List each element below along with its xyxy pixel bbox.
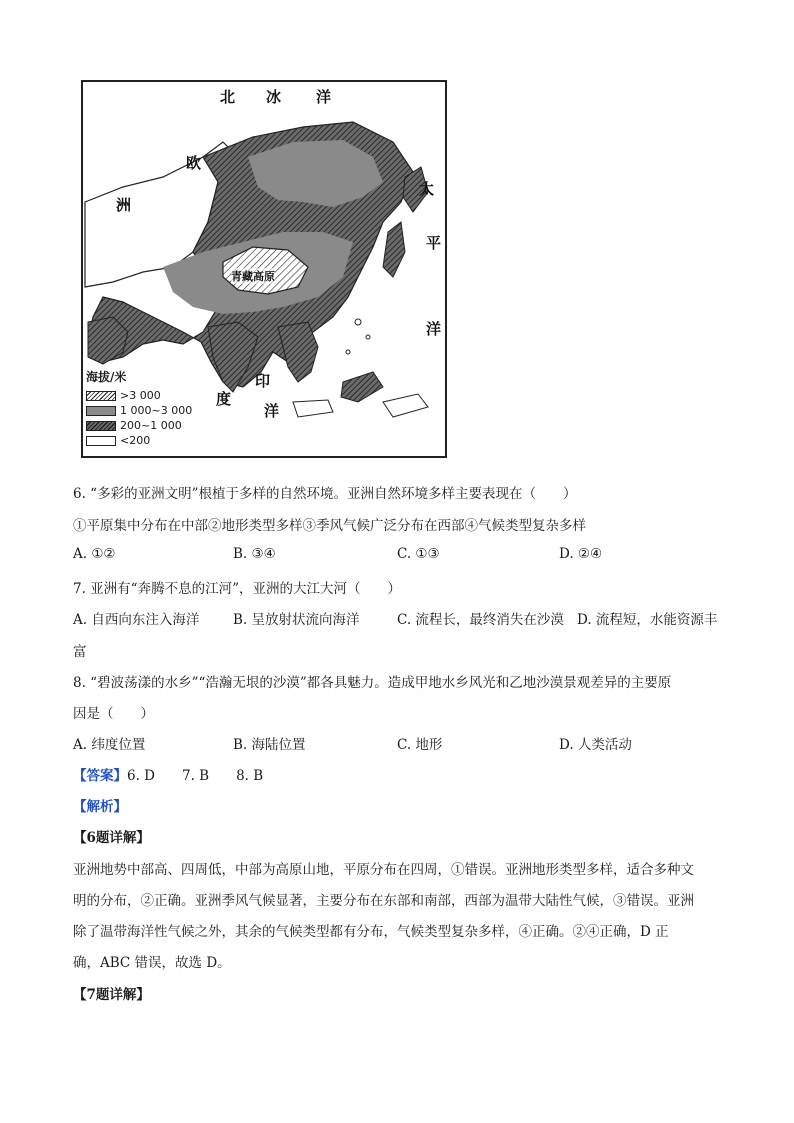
q7-option-d-wrap: 富 bbox=[73, 644, 87, 660]
q7-detail-heading: 【7题详解】 bbox=[73, 987, 150, 1003]
japan-islands bbox=[383, 222, 405, 277]
q8-option-b: B. 海陆位置 bbox=[233, 737, 306, 753]
q6-option-b: B. ③④ bbox=[233, 546, 276, 562]
answer-tag: 【答案】 bbox=[73, 768, 127, 784]
q6-option-c: C. ①③ bbox=[397, 546, 440, 562]
q7-option-b: B. 呈放射状流向海洋 bbox=[233, 612, 360, 628]
legend-swatch-lt200 bbox=[86, 436, 116, 446]
analysis-tag: 【解析】 bbox=[73, 799, 127, 815]
q6-detail-line: 除了温带海洋性气候之外，其余的气候类型都有分布，气候类型复杂多样，④正确。②④正确，D 正 bbox=[73, 924, 669, 940]
legend-title: 海拔/米 bbox=[86, 370, 127, 384]
legend-swatch-gt3000 bbox=[86, 391, 116, 401]
label-pacific-1: 太 bbox=[419, 180, 435, 198]
answer-values: 6. D 7. B 8. B bbox=[127, 768, 264, 784]
label-europe-1: 欧 bbox=[186, 154, 202, 172]
legend-row bbox=[86, 403, 236, 418]
label-europe-2: 洲 bbox=[116, 196, 132, 214]
q7-option-d: D. 流程短，水能资源丰 bbox=[577, 612, 718, 628]
label-tibetan-plateau: 青藏高原 bbox=[231, 270, 275, 283]
label-indian-1: 印 bbox=[255, 372, 271, 390]
legend-label: 200~1 000 bbox=[120, 419, 182, 432]
label-pacific-2: 平 bbox=[426, 234, 442, 252]
map-legend bbox=[86, 368, 236, 448]
island-dot bbox=[366, 335, 370, 339]
q6-option-d: D. ②④ bbox=[559, 546, 603, 562]
q6-detail-line: 确，ABC 错误，故选 D。 bbox=[73, 955, 231, 971]
island-3 bbox=[383, 394, 428, 417]
legend-label: 1 000~3 000 bbox=[120, 404, 193, 417]
q8-stem-line1: 8. “碧波荡漾的水乡”“浩瀚无垠的沙漠”都各具魅力。造成甲地水乡风光和乙地沙漠景观差异的主要原 bbox=[73, 675, 672, 691]
q6-statements: ①平原集中分布在中部②地形类型多样③季风气候广泛分布在西部④气候类型复杂多样 bbox=[73, 518, 586, 534]
q7-option-a: A. 自西向东注入海洋 bbox=[73, 612, 200, 628]
asia-elevation-map bbox=[81, 80, 447, 458]
legend-label: >3 000 bbox=[120, 389, 161, 402]
legend-row bbox=[86, 433, 236, 448]
q7-stem: 7. 亚洲有“奔腾不息的江河”，亚洲的大江大河（ ） bbox=[73, 581, 401, 597]
southeast-asia bbox=[278, 322, 318, 382]
q8-option-a: A. 纬度位置 bbox=[73, 737, 146, 753]
island-dot bbox=[355, 319, 361, 325]
legend-row bbox=[86, 388, 236, 403]
q6-stem: 6. “多彩的亚洲文明”根植于多样的自然环境。亚洲自然环境多样主要表现在（ ） bbox=[73, 486, 577, 502]
label-indian-3: 洋 bbox=[264, 402, 280, 420]
label-pacific-3: 洋 bbox=[426, 320, 442, 338]
q8-option-d: D. 人类活动 bbox=[559, 737, 632, 753]
q6-detail-heading: 【6题详解】 bbox=[73, 830, 150, 846]
island-dot bbox=[346, 350, 350, 354]
legend-swatch-200-1000 bbox=[86, 421, 116, 431]
q6-detail-line: 亚洲地势中部高、四周低，中部为高原山地，平原分布在四周，①错误。亚洲地形类型多样，适合多种文 bbox=[73, 862, 694, 878]
legend-row bbox=[86, 418, 236, 433]
island-1 bbox=[341, 372, 383, 402]
q6-detail-line: 明的分布，②正确。亚洲季风气候显著，主要分布在东部和南部，西部为温带大陆性气候，③错误。亚洲 bbox=[73, 893, 694, 909]
label-indian-2: 度 bbox=[216, 390, 232, 408]
legend-label: <200 bbox=[120, 434, 151, 447]
label-arctic-ocean: 洋 bbox=[316, 88, 332, 106]
answer-line bbox=[73, 764, 263, 784]
legend-swatch-1000-3000 bbox=[86, 406, 116, 416]
q6-option-a: A. ①② bbox=[73, 546, 116, 562]
island-2 bbox=[293, 400, 333, 417]
q8-option-c: C. 地形 bbox=[397, 737, 443, 753]
label-north: 北 bbox=[220, 88, 236, 106]
q8-stem-line2: 因是（ ） bbox=[73, 706, 154, 722]
q7-option-c: C. 流程长，最终消失在沙漠 bbox=[397, 612, 564, 628]
label-ice: 冰 bbox=[266, 88, 282, 106]
